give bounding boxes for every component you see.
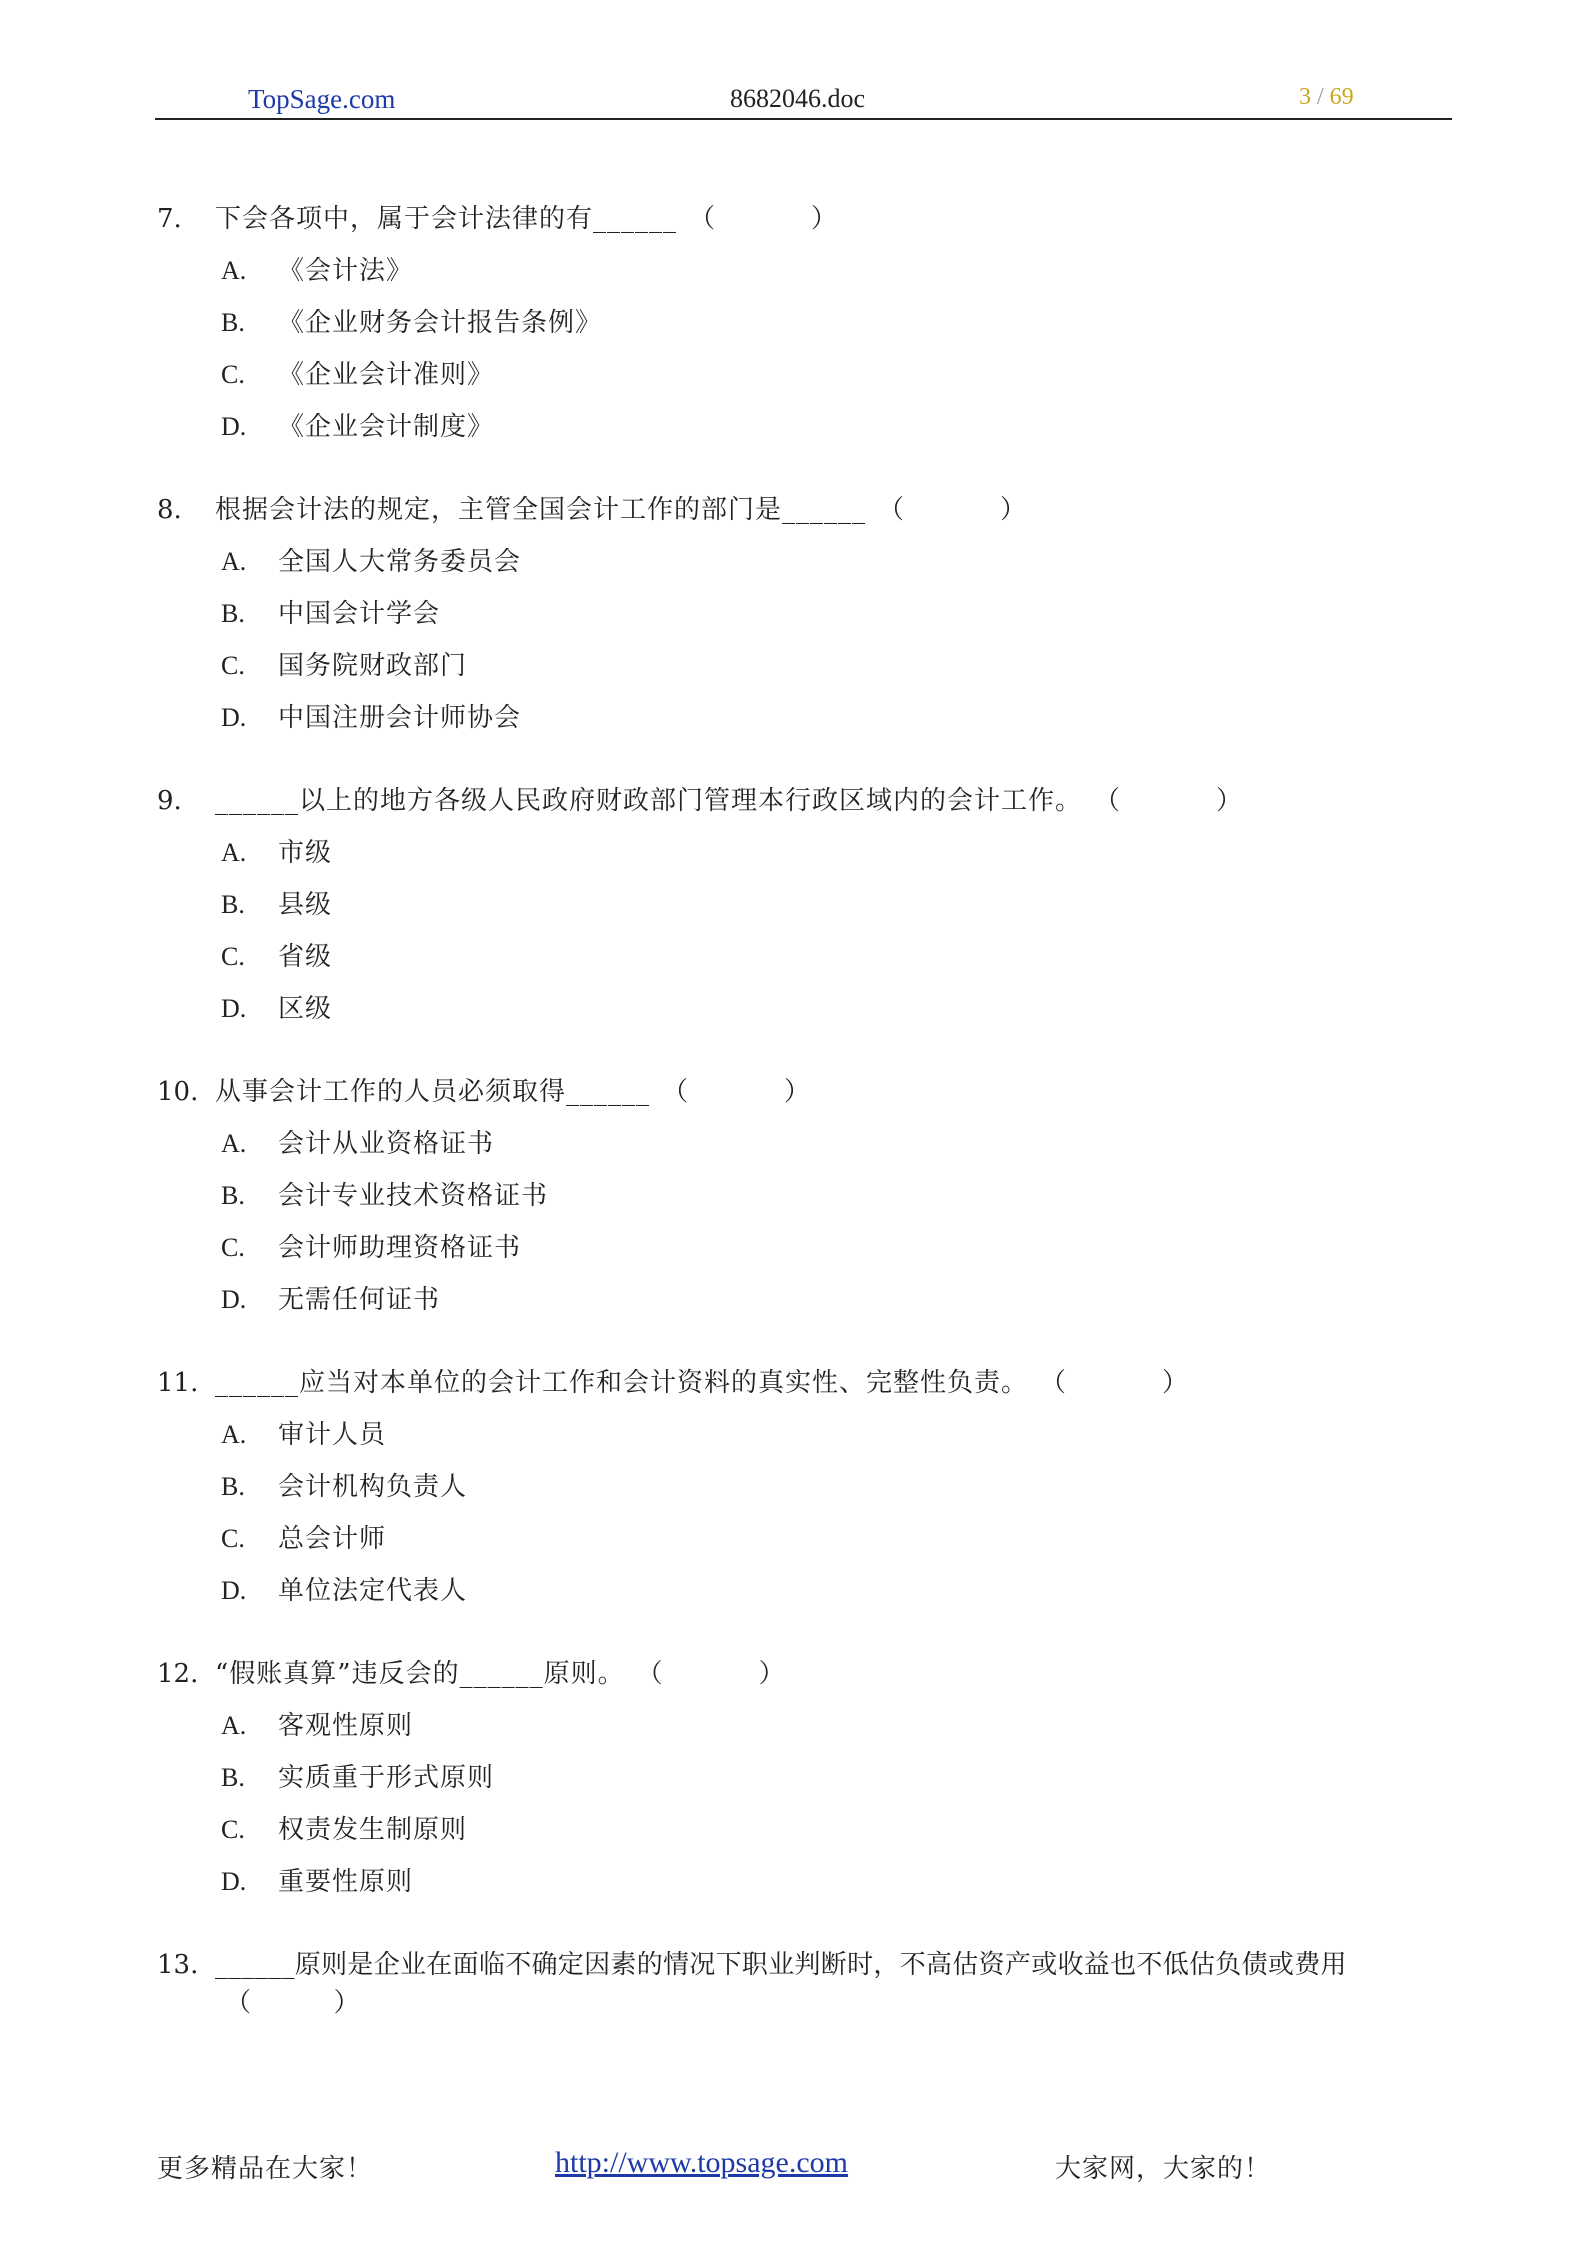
option-list xyxy=(157,542,1026,750)
option-text: 市级 xyxy=(278,838,333,868)
option-letter: A. xyxy=(221,1420,247,1449)
question-text: 从事会计工作的人员必须取得______ xyxy=(215,1077,651,1107)
option-b xyxy=(157,594,1026,646)
answer-paren: （ ） xyxy=(689,204,838,234)
question-stem xyxy=(157,781,1242,821)
option-b xyxy=(157,303,837,355)
option-text: 中国注册会计师协会 xyxy=(278,703,522,733)
option-letter: C. xyxy=(221,1233,245,1262)
option-letter: C. xyxy=(221,942,245,971)
answer-paren: （ ） xyxy=(636,1659,785,1689)
question-number: 9. xyxy=(157,786,182,816)
question-text: 根据会计法的规定，主管全国会计工作的部门是______ xyxy=(215,495,867,525)
page-current: 3 xyxy=(1299,84,1311,110)
option-a xyxy=(157,251,837,303)
answer-paren: （ ） xyxy=(878,495,1027,525)
footer-slogan-left: 更多精品在大家！ xyxy=(157,2154,374,2184)
option-d xyxy=(157,1280,810,1332)
site-link[interactable]: TopSage.com xyxy=(248,84,396,114)
question-number: 11. xyxy=(157,1368,199,1398)
option-text: 《企业会计制度》 xyxy=(278,412,495,442)
option-letter: D. xyxy=(221,1285,247,1314)
page-footer xyxy=(157,2148,1437,2188)
option-letter: B. xyxy=(221,599,245,628)
option-letter: A. xyxy=(221,838,247,867)
option-b xyxy=(157,1758,785,1810)
option-list xyxy=(157,251,837,459)
option-text: 会计专业技术资格证书 xyxy=(278,1181,549,1211)
question-text: ______应当对本单位的会计工作和会计资料的真实性、完整性负责。 xyxy=(215,1368,1029,1398)
option-letter: A. xyxy=(221,547,247,576)
option-letter: D. xyxy=(221,994,247,1023)
option-a xyxy=(157,833,1242,885)
option-text: 总会计师 xyxy=(278,1524,387,1554)
option-d xyxy=(157,698,1026,750)
question-9 xyxy=(157,781,1242,1041)
option-text: 审计人员 xyxy=(278,1420,387,1450)
document-name: 8682046.doc xyxy=(730,84,866,113)
option-a xyxy=(157,1706,785,1758)
option-letter: C. xyxy=(221,1815,245,1844)
question-number: 10. xyxy=(157,1077,199,1107)
option-list xyxy=(157,1124,810,1332)
option-text: 会计机构负责人 xyxy=(278,1472,468,1502)
option-d xyxy=(157,407,837,459)
answer-paren: （ ） xyxy=(225,1988,360,2018)
question-7 xyxy=(157,199,837,459)
option-letter: B. xyxy=(221,890,245,919)
option-letter: C. xyxy=(221,360,245,389)
question-11 xyxy=(157,1363,1188,1623)
option-text: 区级 xyxy=(278,994,333,1024)
option-text: 省级 xyxy=(278,942,333,972)
page-total: 69 xyxy=(1329,84,1354,110)
option-list xyxy=(157,1415,1188,1623)
option-c xyxy=(157,937,1242,989)
option-d xyxy=(157,989,1242,1041)
option-letter: B. xyxy=(221,1472,245,1501)
question-number: 12. xyxy=(157,1659,199,1689)
option-letter: D. xyxy=(221,703,247,732)
option-d xyxy=(157,1862,785,1914)
option-a xyxy=(157,1124,810,1176)
answer-paren: （ ） xyxy=(1040,1368,1189,1398)
option-letter: C. xyxy=(221,1524,245,1553)
question-13 xyxy=(157,1945,1347,2023)
footer-slogan-right: 大家网，大家的！ xyxy=(1055,2154,1272,2184)
option-text: 实质重于形式原则 xyxy=(278,1763,495,1793)
question-number: 8. xyxy=(157,495,182,525)
option-a xyxy=(157,542,1026,594)
question-text: “假账真算”违反会的______原则。 xyxy=(215,1659,625,1689)
option-letter: A. xyxy=(221,1711,247,1740)
option-c xyxy=(157,355,837,407)
option-b xyxy=(157,885,1242,937)
question-stem xyxy=(157,490,1026,530)
option-letter: D. xyxy=(221,412,247,441)
option-text: 单位法定代表人 xyxy=(278,1576,468,1606)
option-text: 《企业会计准则》 xyxy=(278,360,495,390)
question-number: 13. xyxy=(157,1950,199,1980)
question-stem xyxy=(157,1945,1347,1985)
option-list xyxy=(157,833,1242,1041)
option-text: 县级 xyxy=(278,890,333,920)
option-text: 国务院财政部门 xyxy=(278,651,468,681)
question-text: 下会各项中，属于会计法律的有______ xyxy=(215,204,678,234)
option-letter: B. xyxy=(221,308,245,337)
option-text: 会计师助理资格证书 xyxy=(278,1233,522,1263)
option-letter: B. xyxy=(221,1763,245,1792)
page-indicator xyxy=(1299,84,1354,111)
answer-paren: （ ） xyxy=(1094,786,1243,816)
question-stem xyxy=(157,1363,1188,1403)
option-d xyxy=(157,1571,1188,1623)
question-stem xyxy=(157,199,837,239)
option-text: 《企业财务会计报告条例》 xyxy=(278,308,603,338)
option-letter: A. xyxy=(221,256,247,285)
option-letter: C. xyxy=(221,651,245,680)
option-text: 中国会计学会 xyxy=(278,599,441,629)
header-rule xyxy=(155,118,1452,120)
option-text: 全国人大常务委员会 xyxy=(278,547,522,577)
answer-paren: （ ） xyxy=(662,1077,811,1107)
option-a xyxy=(157,1415,1188,1467)
question-stem xyxy=(157,1654,785,1694)
option-text: 权责发生制原则 xyxy=(278,1815,468,1845)
question-text: ______以上的地方各级人民政府财政部门管理本行政区域内的会计工作。 xyxy=(215,786,1083,816)
question-12 xyxy=(157,1654,785,1914)
question-stem xyxy=(157,1072,810,1112)
option-c xyxy=(157,646,1026,698)
option-letter: A. xyxy=(221,1129,247,1158)
footer-link[interactable]: http://www.topsage.com xyxy=(555,2146,849,2179)
option-text: 客观性原则 xyxy=(278,1711,414,1741)
option-list xyxy=(157,1706,785,1914)
page-header xyxy=(155,78,1452,120)
option-text: 重要性原则 xyxy=(278,1867,414,1897)
question-8 xyxy=(157,490,1026,750)
question-number: 7. xyxy=(157,204,182,234)
page-separator: / xyxy=(1311,84,1330,110)
question-text: ______原则是企业在面临不确定因素的情况下职业判断时，不高估资产或收益也不低估负债或费用 xyxy=(215,1950,1347,1980)
option-text: 《会计法》 xyxy=(278,256,414,286)
option-c xyxy=(157,1810,785,1862)
option-b xyxy=(157,1176,810,1228)
option-c xyxy=(157,1519,1188,1571)
option-text: 会计从业资格证书 xyxy=(278,1129,495,1159)
option-letter: B. xyxy=(221,1181,245,1210)
option-c xyxy=(157,1228,810,1280)
option-letter: D. xyxy=(221,1576,247,1605)
option-letter: D. xyxy=(221,1867,247,1896)
question-10 xyxy=(157,1072,810,1332)
option-b xyxy=(157,1467,1188,1519)
option-text: 无需任何证书 xyxy=(278,1285,441,1315)
